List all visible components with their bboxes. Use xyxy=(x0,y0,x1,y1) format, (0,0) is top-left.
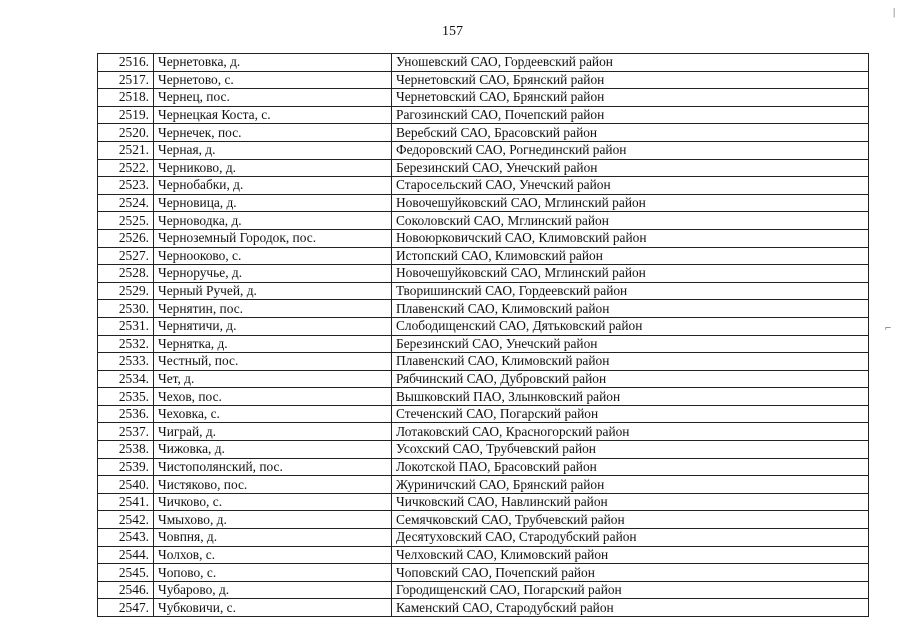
settlement-name: Черноручье, д. xyxy=(154,265,392,283)
table-row xyxy=(98,71,869,89)
administrative-unit: Веребский САО, Брасовский район xyxy=(392,124,869,142)
settlement-name: Чмыхово, д. xyxy=(154,511,392,529)
row-number: 2537. xyxy=(98,423,154,441)
row-number: 2540. xyxy=(98,476,154,494)
table-row xyxy=(98,247,869,265)
table-row xyxy=(98,405,869,423)
settlement-name: Чубковичи, с. xyxy=(154,599,392,617)
row-number: 2527. xyxy=(98,247,154,265)
row-number: 2538. xyxy=(98,441,154,459)
row-number: 2526. xyxy=(98,229,154,247)
administrative-unit: Городищенский САО, Погарский район xyxy=(392,581,869,599)
settlement-name: Чистополянский, пос. xyxy=(154,458,392,476)
table-row xyxy=(98,581,869,599)
administrative-unit: Соколовский САО, Мглинский район xyxy=(392,212,869,230)
row-number: 2539. xyxy=(98,458,154,476)
administrative-unit: Вышковский ПАО, Злынковский район xyxy=(392,388,869,406)
settlement-name: Чистяково, пос. xyxy=(154,476,392,494)
administrative-unit: Уношевский САО, Гордеевский район xyxy=(392,54,869,72)
row-number: 2533. xyxy=(98,353,154,371)
settlement-name: Черный Ручей, д. xyxy=(154,282,392,300)
table-row xyxy=(98,441,869,459)
settlement-name: Чижовка, д. xyxy=(154,441,392,459)
administrative-unit: Березинский САО, Унечский район xyxy=(392,335,869,353)
administrative-unit: Челховский САО, Климовский район xyxy=(392,546,869,564)
administrative-unit: Плавенский САО, Климовский район xyxy=(392,353,869,371)
settlement-name: Чолхов, с. xyxy=(154,546,392,564)
administrative-unit: Плавенский САО, Климовский район xyxy=(392,300,869,318)
table-row xyxy=(98,353,869,371)
settlement-name: Черная, д. xyxy=(154,141,392,159)
table-row xyxy=(98,493,869,511)
row-number: 2530. xyxy=(98,300,154,318)
administrative-unit: Журиничский САО, Брянский район xyxy=(392,476,869,494)
table-row xyxy=(98,388,869,406)
administrative-unit: Рябчинский САО, Дубровский район xyxy=(392,370,869,388)
row-number: 2535. xyxy=(98,388,154,406)
settlement-name: Чернятин, пос. xyxy=(154,300,392,318)
settlement-name: Чернобабки, д. xyxy=(154,177,392,195)
settlement-name: Черниково, д. xyxy=(154,159,392,177)
row-number: 2521. xyxy=(98,141,154,159)
table-row xyxy=(98,229,869,247)
administrative-unit: Истопский САО, Климовский район xyxy=(392,247,869,265)
administrative-unit: Новочешуйковский САО, Мглинский район xyxy=(392,194,869,212)
row-number: 2516. xyxy=(98,54,154,72)
settlement-name: Чернетово, с. xyxy=(154,71,392,89)
row-number: 2531. xyxy=(98,317,154,335)
row-number: 2544. xyxy=(98,546,154,564)
administrative-unit: Творишинский САО, Гордеевский район xyxy=(392,282,869,300)
settlement-name: Чернятка, д. xyxy=(154,335,392,353)
row-number: 2520. xyxy=(98,124,154,142)
settlement-name: Чичково, с. xyxy=(154,493,392,511)
administrative-unit: Федоровский САО, Рогнединский район xyxy=(392,141,869,159)
administrative-unit: Чернетовский САО, Брянский район xyxy=(392,71,869,89)
settlement-name: Честный, пос. xyxy=(154,353,392,371)
settlement-name: Чеховка, с. xyxy=(154,405,392,423)
page-number: 157 xyxy=(442,24,463,39)
settlement-name: Чернетовка, д. xyxy=(154,54,392,72)
row-number: 2545. xyxy=(98,564,154,582)
table-row xyxy=(98,370,869,388)
row-number: 2532. xyxy=(98,335,154,353)
settlement-name: Чернецкая Коста, с. xyxy=(154,106,392,124)
table-row xyxy=(98,300,869,318)
row-number: 2525. xyxy=(98,212,154,230)
table-row xyxy=(98,546,869,564)
administrative-unit: Локотской ПАО, Брасовский район xyxy=(392,458,869,476)
row-number: 2522. xyxy=(98,159,154,177)
administrative-unit: Лотаковский САО, Красногорский район xyxy=(392,423,869,441)
table-row xyxy=(98,54,869,72)
table-row xyxy=(98,141,869,159)
administrative-unit: Чернетовский САО, Брянский район xyxy=(392,89,869,107)
settlement-name: Чиграй, д. xyxy=(154,423,392,441)
row-number: 2523. xyxy=(98,177,154,195)
settlement-name: Черноводка, д. xyxy=(154,212,392,230)
row-number: 2547. xyxy=(98,599,154,617)
administrative-unit: Семячковский САО, Трубчевский район xyxy=(392,511,869,529)
settlement-name: Черноземный Городок, пос. xyxy=(154,229,392,247)
row-number: 2542. xyxy=(98,511,154,529)
administrative-unit: Чоповский САО, Почепский район xyxy=(392,564,869,582)
row-number: 2546. xyxy=(98,581,154,599)
table-row xyxy=(98,265,869,283)
row-number: 2519. xyxy=(98,106,154,124)
administrative-unit: Каменский САО, Стародубский район xyxy=(392,599,869,617)
settlement-table-body xyxy=(98,54,869,617)
administrative-unit: Чичковский САО, Навлинский район xyxy=(392,493,869,511)
settlement-name: Чопово, с. xyxy=(154,564,392,582)
scan-mark-right: ⌐ xyxy=(885,322,892,334)
settlement-name: Чернооково, с. xyxy=(154,247,392,265)
scan-mark-top-right: | xyxy=(893,6,896,18)
table-row xyxy=(98,599,869,617)
row-number: 2529. xyxy=(98,282,154,300)
administrative-unit: Десятуховский САО, Стародубский район xyxy=(392,529,869,547)
table-row xyxy=(98,282,869,300)
settlement-name: Чет, д. xyxy=(154,370,392,388)
row-number: 2534. xyxy=(98,370,154,388)
settlement-name: Чубарово, д. xyxy=(154,581,392,599)
row-number: 2536. xyxy=(98,405,154,423)
table-row xyxy=(98,89,869,107)
row-number: 2541. xyxy=(98,493,154,511)
row-number: 2528. xyxy=(98,265,154,283)
settlement-table xyxy=(97,53,869,617)
row-number: 2543. xyxy=(98,529,154,547)
table-row xyxy=(98,529,869,547)
administrative-unit: Слободищенский САО, Дятьковский район xyxy=(392,317,869,335)
administrative-unit: Рагозинский САО, Почепский район xyxy=(392,106,869,124)
administrative-unit: Новоюрковичский САО, Климовский район xyxy=(392,229,869,247)
table-row xyxy=(98,564,869,582)
table-row xyxy=(98,124,869,142)
settlement-name: Черновица, д. xyxy=(154,194,392,212)
table-row xyxy=(98,159,869,177)
administrative-unit: Усохский САО, Трубчевский район xyxy=(392,441,869,459)
table-row xyxy=(98,194,869,212)
row-number: 2518. xyxy=(98,89,154,107)
administrative-unit: Новочешуйковский САО, Мглинский район xyxy=(392,265,869,283)
table-row xyxy=(98,212,869,230)
settlement-name: Чехов, пос. xyxy=(154,388,392,406)
table-row xyxy=(98,177,869,195)
administrative-unit: Березинский САО, Унечский район xyxy=(392,159,869,177)
settlement-name: Чернец, пос. xyxy=(154,89,392,107)
table-row xyxy=(98,335,869,353)
settlement-name: Човпня, д. xyxy=(154,529,392,547)
table-row xyxy=(98,423,869,441)
table-row xyxy=(98,511,869,529)
administrative-unit: Стеченский САО, Погарский район xyxy=(392,405,869,423)
table-row xyxy=(98,458,869,476)
settlement-name: Чернятичи, д. xyxy=(154,317,392,335)
table-row xyxy=(98,106,869,124)
table-row xyxy=(98,317,869,335)
row-number: 2524. xyxy=(98,194,154,212)
administrative-unit: Старосельский САО, Унечский район xyxy=(392,177,869,195)
table-row xyxy=(98,476,869,494)
settlement-name: Чернечек, пос. xyxy=(154,124,392,142)
row-number: 2517. xyxy=(98,71,154,89)
